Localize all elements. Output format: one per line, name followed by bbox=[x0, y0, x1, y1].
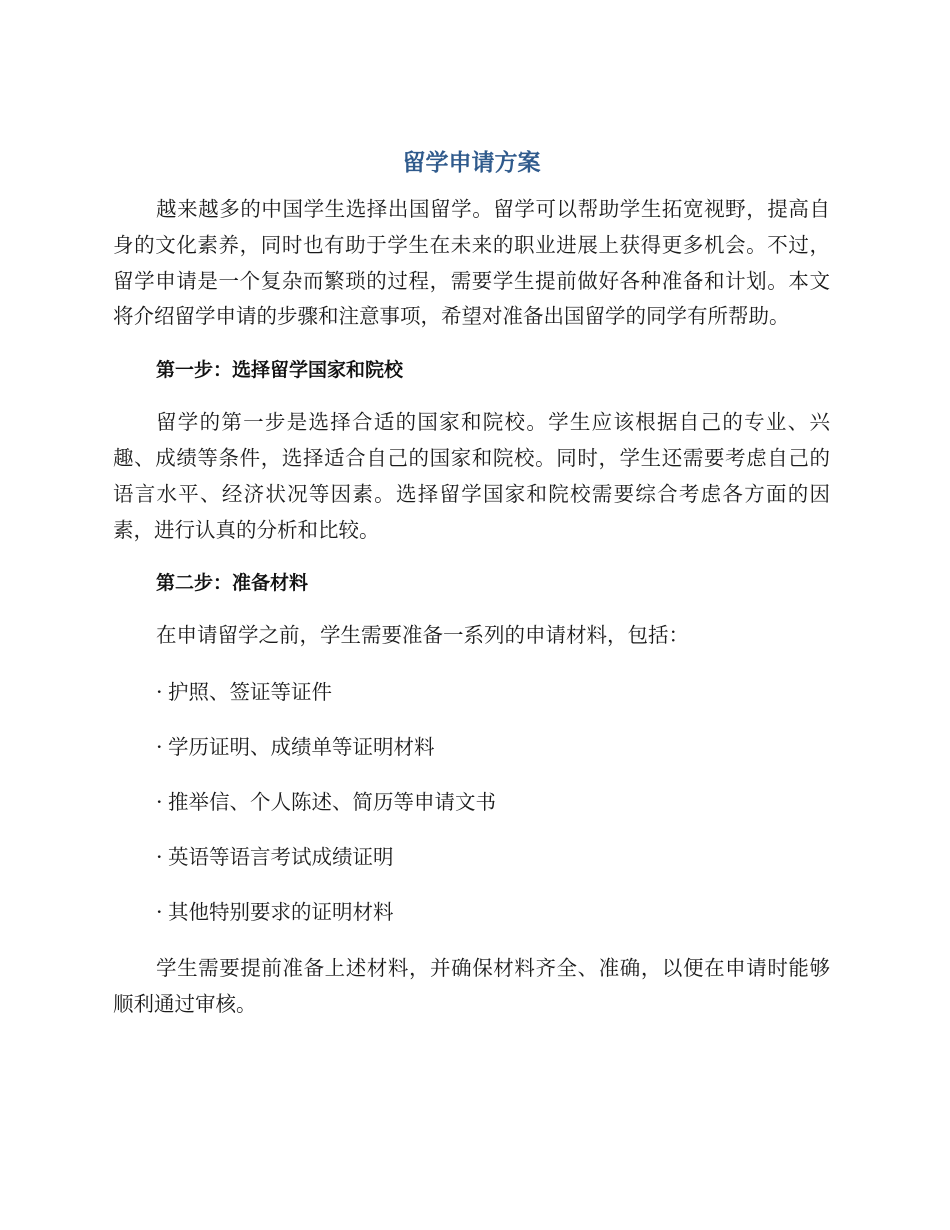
bullet-dot: · bbox=[156, 790, 163, 815]
list-item-text: 英语等语言考试成绩证明 bbox=[168, 845, 394, 870]
list-item bbox=[156, 896, 830, 929]
list-item bbox=[156, 731, 830, 764]
step1-paragraph: 留学的第一步是选择合适的国家和院校。学生应该根据自己的专业、兴趣、成绩等条件，选择适合自己的国家和院校。同时，学生还需要考虑自己的语言水平、经济状况等因素。选择留学国家和院校需要综合考虑各方面的因素，进行认真的分析和比较。 bbox=[113, 410, 830, 542]
list-item bbox=[156, 676, 830, 709]
intro-paragraph: 越来越多的中国学生选择出国留学。留学可以帮助学生拓宽视野，提高自身的文化素养，同时也有助于学生在未来的职业进展上获得更多机会。不过，留学申请是一个复杂而繁琐的过程，需要学生提前做好各种准备和计划。本文将介绍留学申请的步骤和注意事项，希望对准备出国留学的同学有所帮助。 bbox=[113, 197, 830, 329]
list-item bbox=[156, 841, 830, 874]
bullet-dot: · bbox=[156, 680, 163, 705]
step2-lead: 在申请留学之前，学生需要准备一系列的申请材料，包括： bbox=[156, 623, 689, 648]
bullet-dot: · bbox=[156, 845, 163, 870]
list-item-text: 其他特别要求的证明材料 bbox=[168, 900, 394, 925]
bullet-dot: · bbox=[156, 735, 163, 760]
document-title: 留学申请方案 bbox=[402, 150, 541, 176]
materials-list bbox=[113, 676, 830, 929]
list-item-text: 护照、签证等证件 bbox=[168, 680, 332, 705]
bullet-dot: · bbox=[156, 900, 163, 925]
step2-closing: 学生需要提前准备上述材料，并确保材料齐全、准确，以便在申请时能够顺利通过审核。 bbox=[113, 956, 830, 1016]
list-item bbox=[156, 786, 830, 819]
step1-heading: 第一步：选择留学国家和院校 bbox=[156, 359, 404, 382]
list-item-text: 学历证明、成绩单等证明材料 bbox=[168, 735, 435, 760]
list-item-text: 推举信、个人陈述、简历等申请文书 bbox=[168, 790, 496, 815]
step2-heading: 第二步：准备材料 bbox=[156, 572, 309, 595]
document-body bbox=[113, 146, 830, 1023]
